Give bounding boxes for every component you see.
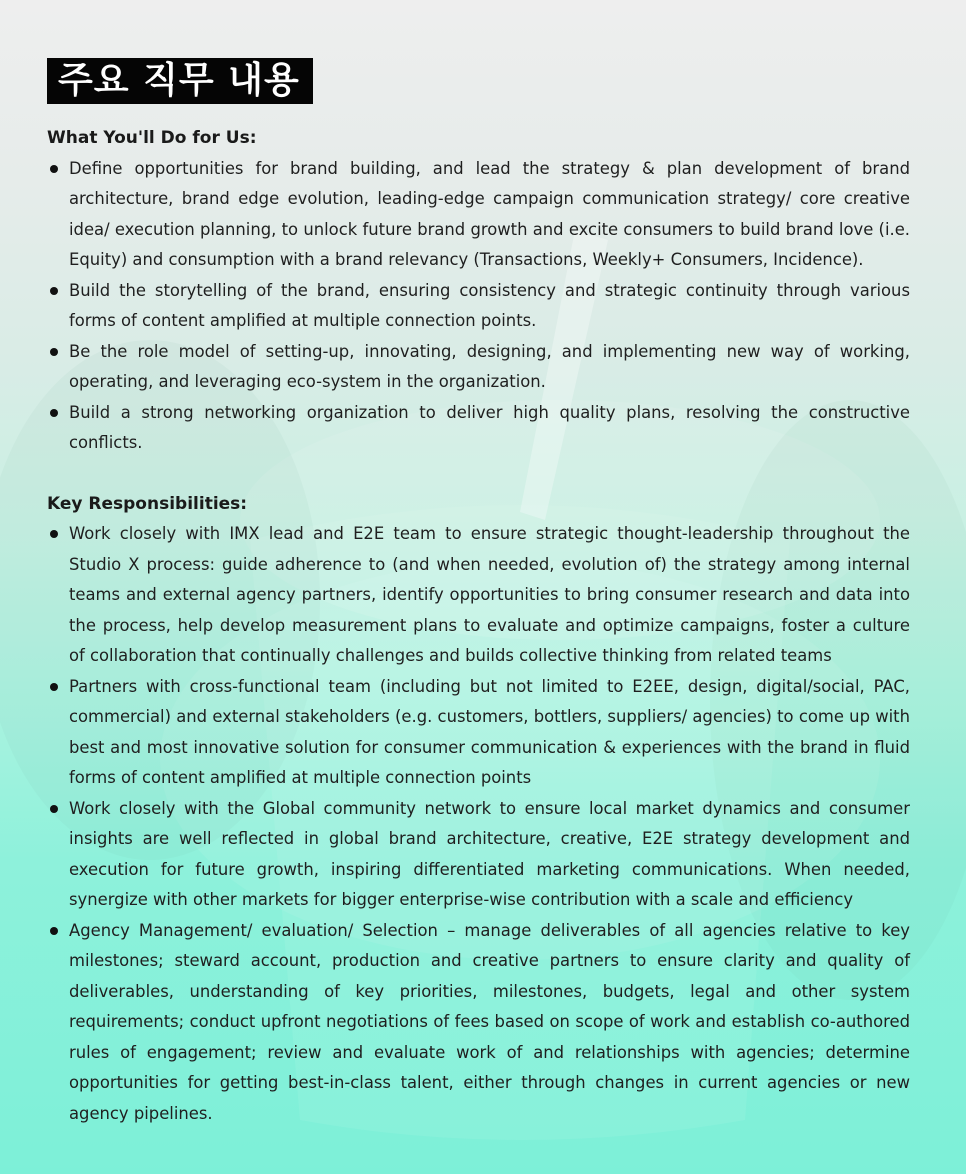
- list-item: Build the storytelling of the brand, ensuring consistency and strategic continuity through various forms of content amplified at multiple connection points.: [47, 276, 910, 337]
- bullet-icon: [50, 927, 58, 935]
- key-responsibilities-list: [47, 519, 910, 1129]
- what-you-do-list: [47, 154, 910, 459]
- list-item: Work closely with IMX lead and E2E team to ensure strategic thought-leadership throughout the Studio X process: guide adherence to (and when needed, evolution of) the strategy among internal teams and external agency partners, identify opportunities to bring consumer research and data into the process, help develop measurement plans to evaluate and optimize campaigns, foster a culture of collaboration that continually challenges and builds collective thinking from related teams: [47, 519, 910, 672]
- key-responsibilities-title: Key Responsibilities:: [47, 493, 248, 514]
- bullet-icon: [50, 530, 58, 538]
- bullet-icon: [50, 805, 58, 813]
- list-item: Work closely with the Global community network to ensure local market dynamics and consumer insights are well reflected in global brand architecture, creative, E2E strategy development and execution for future growth, inspiring differentiated marketing communications. When needed, synergize with other markets for bigger enterprise-wise contribution with a scale and efficiency: [47, 794, 910, 916]
- bullet-icon: [50, 683, 58, 691]
- list-item: Build a strong networking organization to deliver high quality plans, resolving the constructive conflicts.: [47, 398, 910, 459]
- bullet-icon: [50, 287, 58, 295]
- list-item: Agency Management/ evaluation/ Selection – manage deliverables of all agencies relative to key milestones; steward account, production and creative partners to ensure clarity and quality of deliverables, understanding of key priorities, milestones, budgets, legal and other system requirements; conduct upfront negotiations of fees based on scope of work and establish co-authored rules of engagement; review and evaluate work of and relationships with agencies; determine opportunities for getting best-in-class talent, either through changes in current agencies or new agency pipelines.: [47, 916, 910, 1130]
- what-you-do-title: What You'll Do for Us:: [47, 128, 257, 148]
- bullet-icon: [50, 165, 58, 173]
- list-item: Be the role model of setting-up, innovating, designing, and implementing new way of working, operating, and leveraging eco-system in the organization.: [47, 337, 910, 398]
- list-item: Define opportunities for brand building, and lead the strategy & plan development of brand architecture, brand edge evolution, leading-edge campaign communication strategy/ core creative idea/ execution planning, to unlock future brand growth and excite consumers to build brand love (i.e. Equity) and consumption with a brand relevancy (Transactions, Weekly+ Consumers, Incidence).: [47, 154, 910, 276]
- bullet-icon: [50, 348, 58, 356]
- list-item: Partners with cross-functional team (including but not limited to E2EE, design, digital/social, PAC, commercial) and external stakeholders (e.g. customers, bottlers, suppliers/ agencies) to come up with best and most innovative solution for consumer communication & experiences with the brand in fluid forms of content amplified at multiple connection points: [47, 672, 910, 794]
- bullet-icon: [50, 409, 58, 417]
- job-description: [47, 58, 910, 1129]
- page-title: 주요 직무 내용: [47, 58, 313, 104]
